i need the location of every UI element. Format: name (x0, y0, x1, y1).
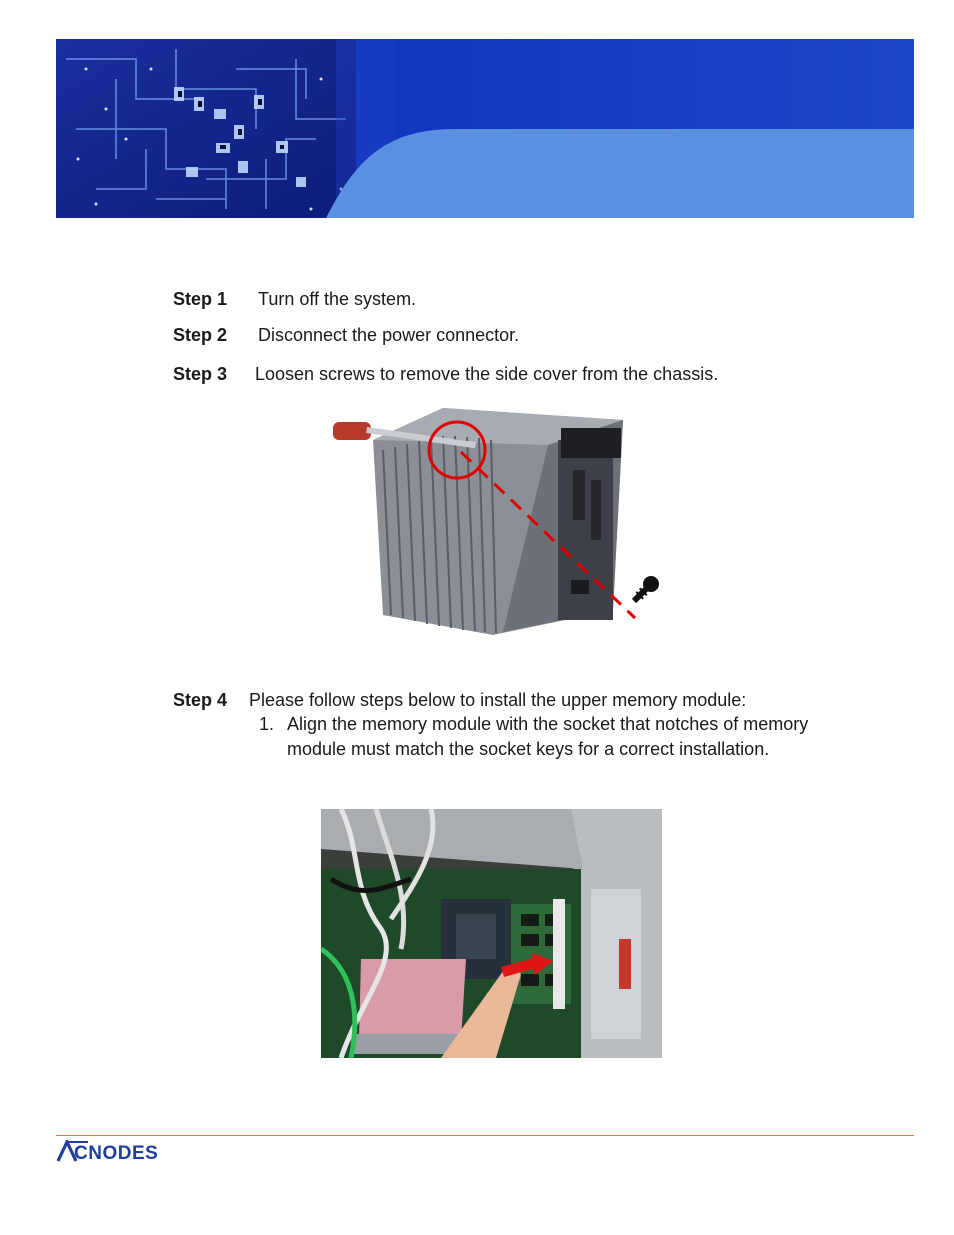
step-4-substep-1 (259, 712, 839, 788)
step-2-text: Disconnect the power connector. (258, 325, 520, 345)
logo-text: CNODES (74, 1143, 159, 1162)
step-2-label: Step 2 (173, 325, 228, 345)
header-banner (56, 39, 914, 218)
step-1 (0, 288, 954, 312)
step-1-label: Step 1 (173, 289, 228, 309)
footer-rule (56, 1135, 914, 1136)
acnodes-logo (56, 1140, 212, 1162)
step-3-text: Loosen screws to remove the side cover from the chassis. (255, 364, 719, 384)
step-3-label: Step 3 (173, 364, 228, 384)
substep-text: Align the memory module with the socket that notches of memory module must match the socket keys for a correct installation. (287, 714, 809, 759)
side-cover-removal-illustration (333, 400, 673, 650)
step-2 (0, 324, 954, 348)
circuit-board-banner-graphic (56, 39, 914, 218)
step-1-text: Turn off the system. (258, 289, 417, 309)
memory-module-installation-photo (321, 809, 662, 1058)
step-4 (0, 689, 954, 713)
step-4-text: Please follow steps below to install the upper memory module: (249, 690, 747, 710)
step-3 (0, 363, 954, 387)
step-4-label: Step 4 (173, 690, 228, 710)
substep-number: 1. (259, 714, 275, 734)
